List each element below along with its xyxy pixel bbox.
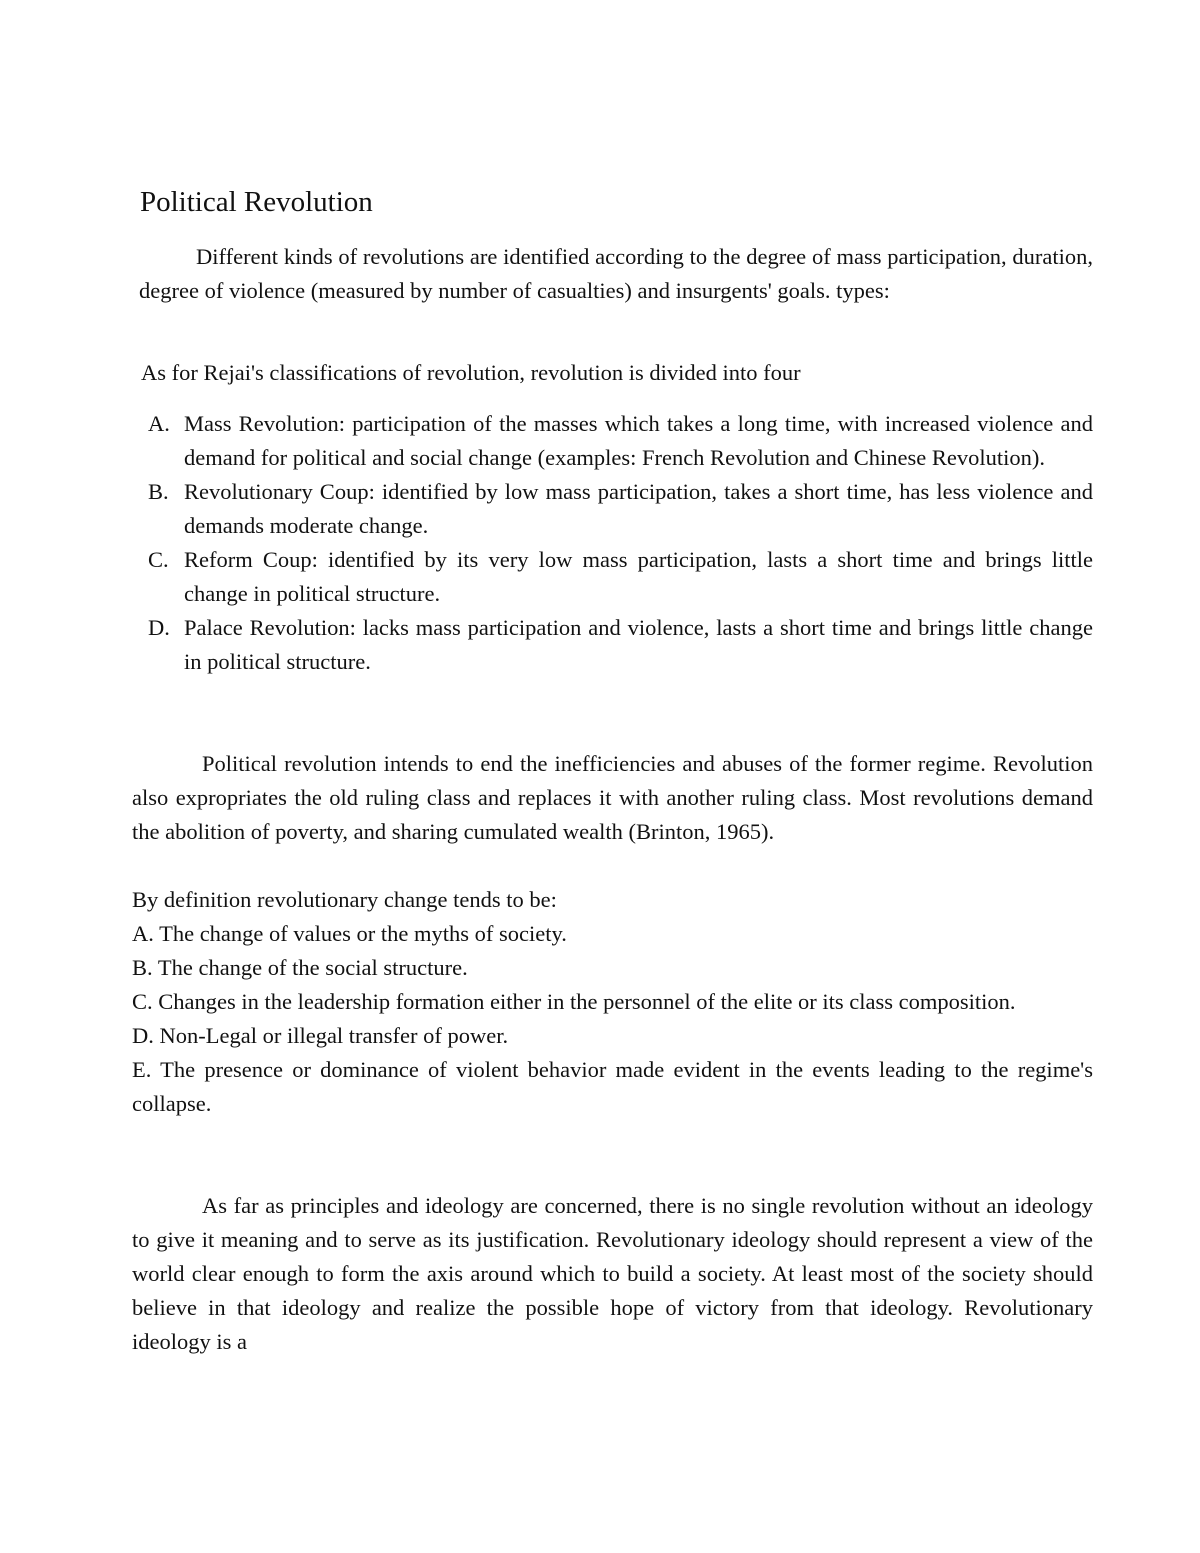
list-marker: B. bbox=[148, 479, 169, 504]
list-item bbox=[141, 407, 1093, 475]
political-revolution-paragraph: Political revolution intends to end the inefficiencies and abuses of the former regime. Revolution also expropriates the old ruling class and replaces it with another ruling class. Most revolutions demand the abolition of poverty, and sharing cumulated wealth (Brinton, 1965). bbox=[132, 751, 1093, 844]
classification-list bbox=[141, 407, 1093, 679]
list-item-text: Reform Coup: identified by its very low mass participation, lasts a short time and brings little change in political structure. bbox=[184, 547, 1093, 606]
change-item: C. Changes in the leadership formation either in the personnel of the elite or its class composition. bbox=[132, 989, 1016, 1014]
change-item: A. The change of values or the myths of society. bbox=[132, 921, 567, 946]
list-marker: A. bbox=[148, 411, 170, 436]
principles-paragraph: As far as principles and ideology are concerned, there is no single revolution without an ideology to give it meaning and to serve as its justification. Revolutionary ideology should represent a view of the world clear enough to form the axis around which to build a society. At least most of the society should believe in that ideology and realize the possible hope of victory from that ideology. Revolutionary ideology is a bbox=[132, 1193, 1093, 1354]
list-item-text: Revolutionary Coup: identified by low mass participation, takes a short time, has less violence and demands moderate change. bbox=[184, 479, 1093, 538]
list-marker: D. bbox=[148, 615, 170, 640]
change-item: E. The presence or dominance of violent behavior made evident in the events leading to the regime's collapse. bbox=[132, 1057, 1093, 1116]
list-item-text: Mass Revolution: participation of the masses which takes a long time, with increased violence and demand for political and social change (examples: French Revolution and Chinese Revolution). bbox=[184, 411, 1093, 470]
list-marker: C. bbox=[148, 547, 169, 572]
rejai-sentence: As for Rejai's classifications of revolution, revolution is divided into four bbox=[141, 360, 801, 385]
change-item: D. Non-Legal or illegal transfer of power. bbox=[132, 1023, 509, 1048]
list-item-text: Palace Revolution: lacks mass participation and violence, lasts a short time and brings little change in political structure. bbox=[184, 615, 1093, 674]
definition-intro: By definition revolutionary change tends to be: bbox=[132, 887, 557, 912]
list-item bbox=[141, 543, 1093, 611]
list-item bbox=[141, 475, 1093, 543]
change-item: B. The change of the social structure. bbox=[132, 955, 468, 980]
page-title: Political Revolution bbox=[140, 186, 373, 218]
list-item bbox=[141, 611, 1093, 679]
revolutionary-change-list bbox=[132, 883, 1093, 1121]
intro-paragraph: Different kinds of revolutions are identified according to the degree of mass participation, duration, degree of violence (measured by number of casualties) and insurgents' goals. types: bbox=[139, 244, 1093, 303]
